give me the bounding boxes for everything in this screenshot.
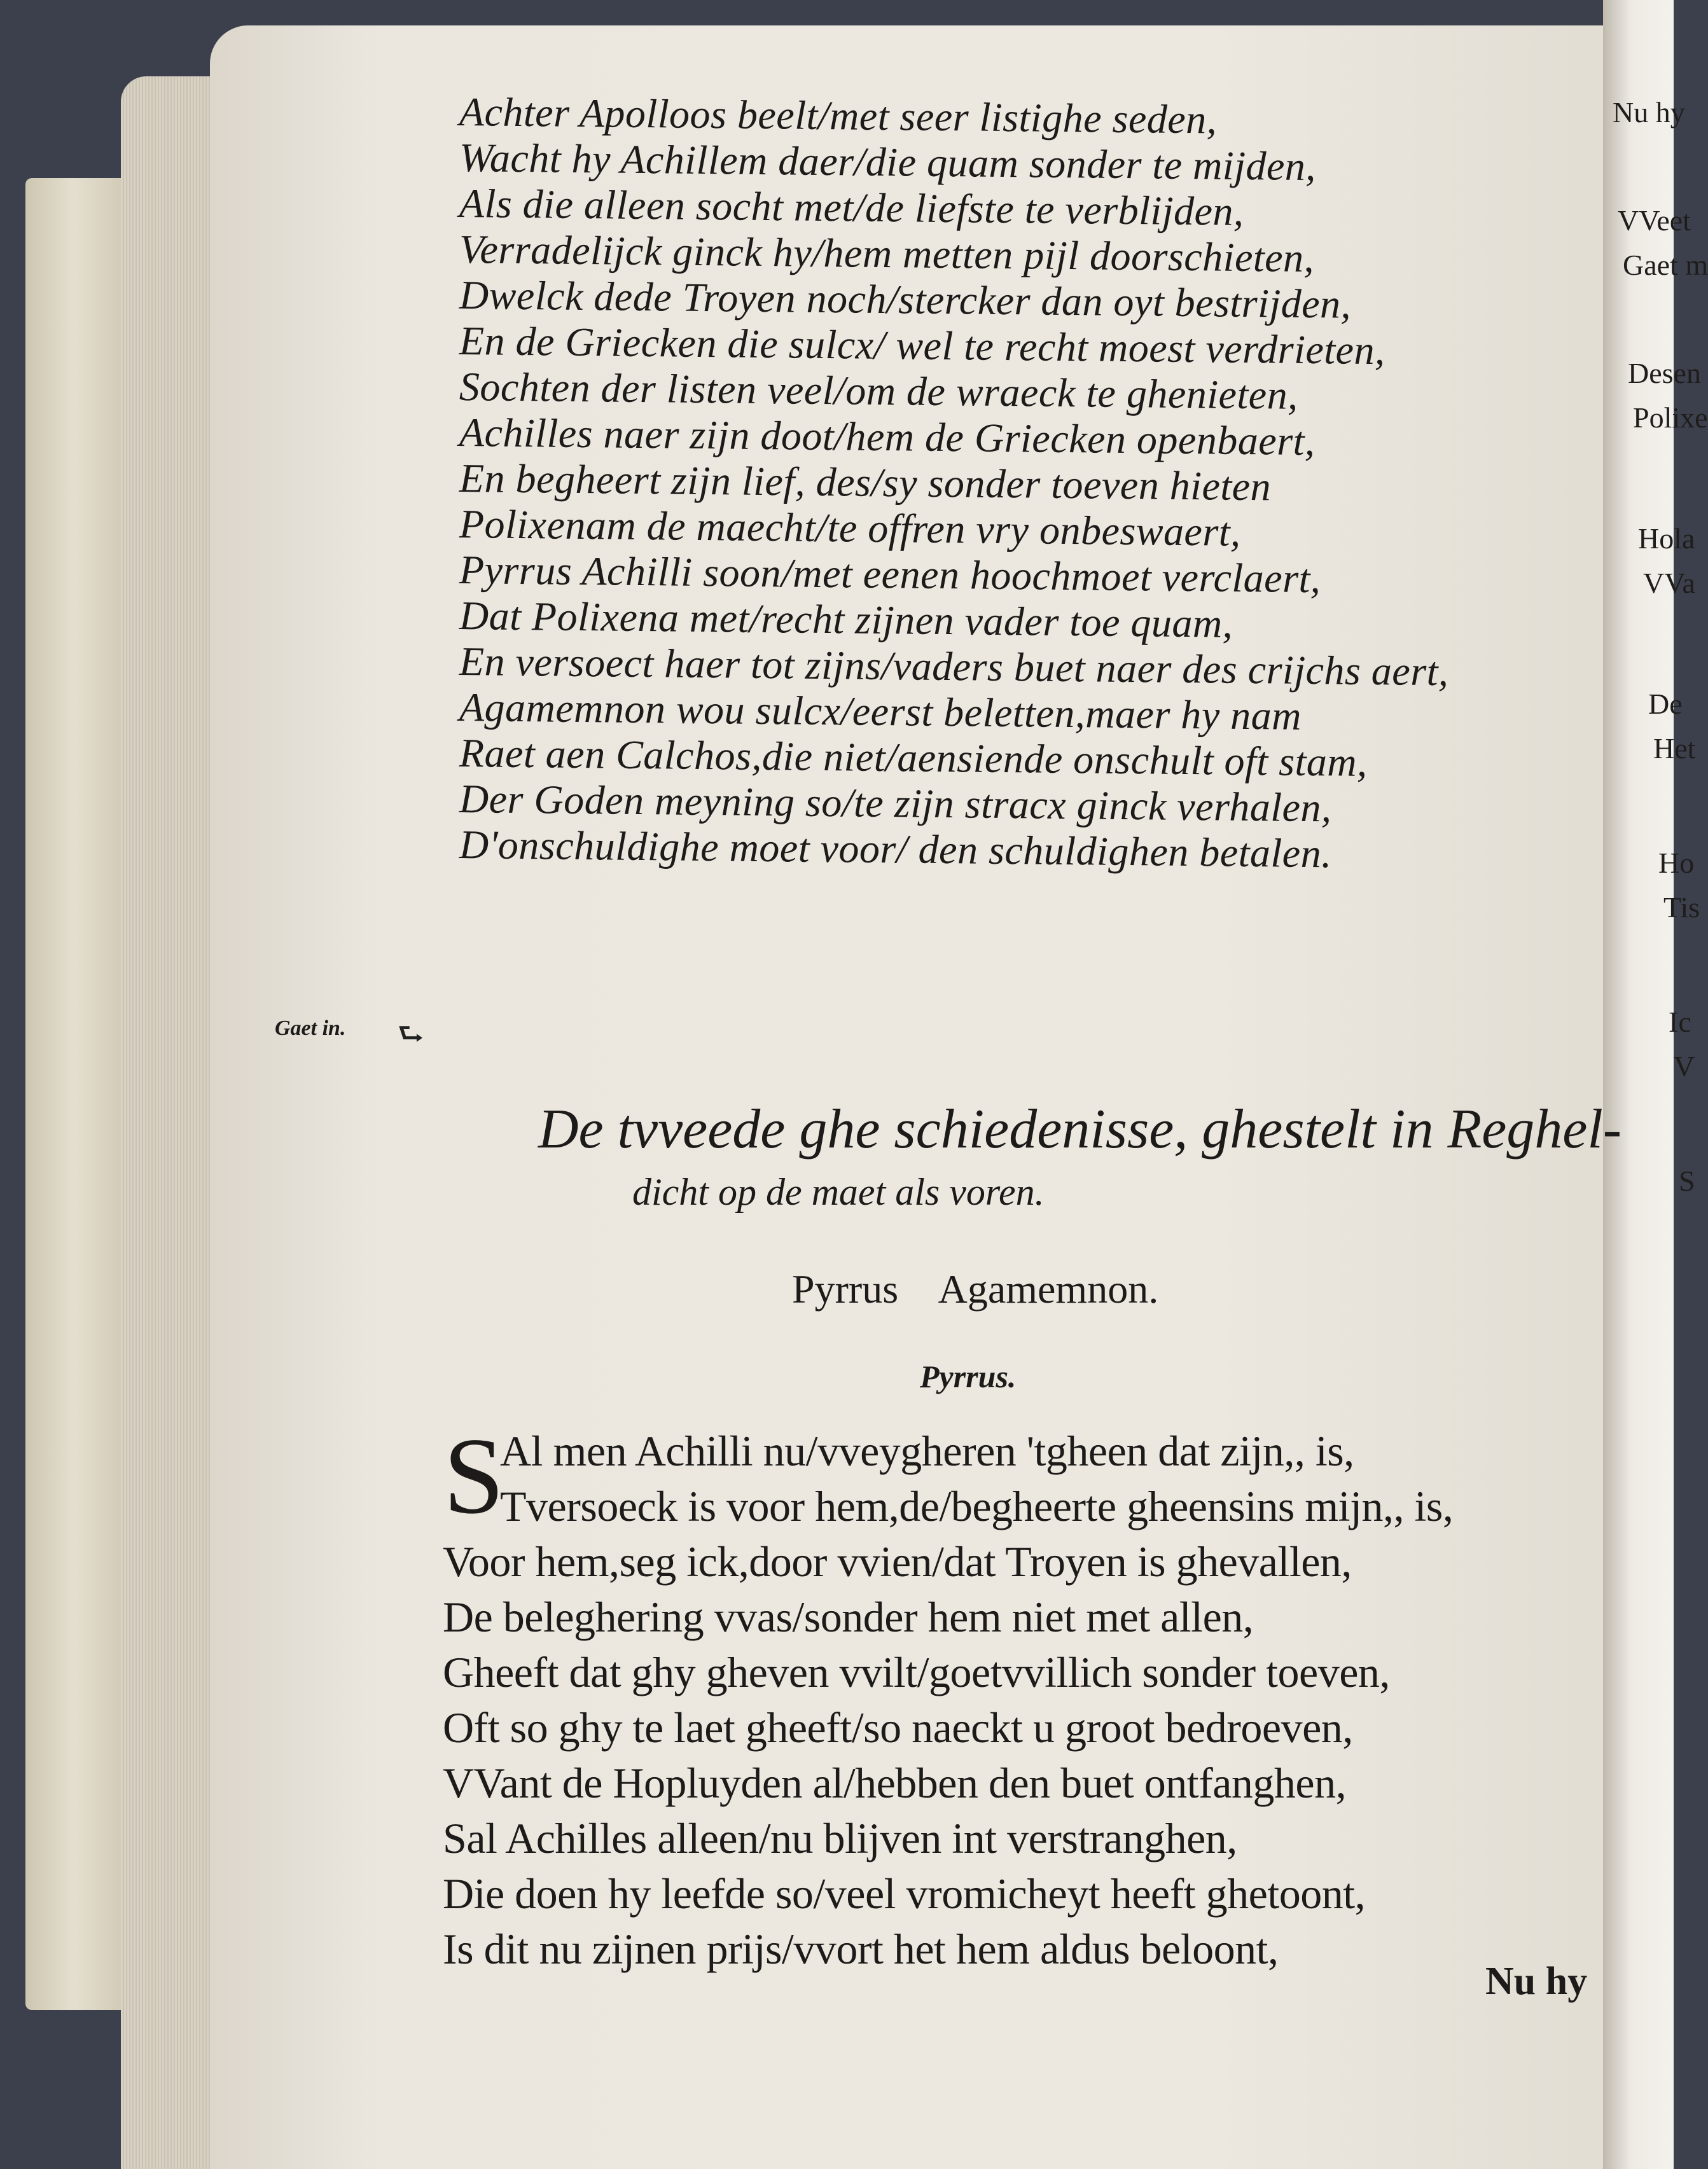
section-heading: De tvveede ghe schiedenisse, ghestelt in Reghel- bbox=[538, 1098, 1622, 1160]
next-page-fragment: Desen bbox=[1628, 357, 1701, 389]
next-page-fragment: Gaet m bbox=[1623, 249, 1708, 281]
margin-note: Gaet in. bbox=[275, 1016, 346, 1040]
roman-verse-block bbox=[443, 1416, 1454, 1977]
verse-line: Is dit nu zijnen prijs/vvort het hem aldus beloont, bbox=[443, 1925, 1279, 1973]
verse-line: Agamemnon wou sulcx/eerst beletten,maer hy nam bbox=[459, 684, 1302, 738]
next-page-fragment: Nu hy bbox=[1613, 96, 1685, 128]
next-page-fragment: Polixe bbox=[1633, 401, 1708, 434]
verse-line: Der Goden meyning so/te zijn stracx ginck verhalen, bbox=[459, 776, 1332, 831]
verse-line: VVant de Hopluyden al/hebben den buet ontfanghen, bbox=[443, 1759, 1347, 1807]
next-page-fragment: Tis bbox=[1663, 891, 1700, 924]
verse-line: Voor hem,seg ick,door vvien/dat Troyen is ghevallen, bbox=[443, 1537, 1352, 1586]
verse-line: Tversoeck is voor hem,de/begheerte gheensins mijn,, is, bbox=[500, 1482, 1454, 1530]
next-page-fragment: S bbox=[1679, 1165, 1695, 1197]
next-page-fragment: Het bbox=[1653, 732, 1696, 765]
verse-line: Oft so ghy te laet gheeft/so naeckt u groot bedroeven, bbox=[443, 1703, 1353, 1752]
verse-line: Dat Polixena met/recht zijnen vader toe quam, bbox=[459, 593, 1233, 646]
verse-line: Achilles naer zijn doot/hem de Griecken openbaert, bbox=[459, 410, 1316, 464]
verse-line: En begheert zijn lief, des/sy sonder toeven hieten bbox=[459, 455, 1272, 509]
next-page-fragment: Hola bbox=[1638, 522, 1695, 555]
next-page-fragment: Ic bbox=[1669, 1006, 1691, 1038]
verse-line: En de Griecken die sulcx/ wel te recht moest verdrieten, bbox=[459, 318, 1385, 373]
verse-line: Pyrrus Achilli soon/met eenen hoochmoet verclaert, bbox=[459, 547, 1321, 602]
next-page-curl bbox=[1603, 0, 1674, 2169]
verse-line: Verradelijck ginck hy/hem metten pijl doorschieten, bbox=[459, 226, 1315, 281]
verse-line: Sochten der listen veel/om de wraeck te ghenieten, bbox=[459, 364, 1299, 418]
next-page-fragment: Ho bbox=[1658, 847, 1695, 879]
next-page-fragment: VVa bbox=[1643, 567, 1695, 599]
italic-verse-block bbox=[459, 89, 1449, 877]
section-heading-continued: dicht op de maet als voren. bbox=[632, 1171, 1045, 1213]
catchword: Nu hy bbox=[1485, 1960, 1588, 2003]
verse-line: Die doen hy leefde so/veel vromicheyt heeft ghetoont, bbox=[443, 1869, 1366, 1918]
verse-line: Polixenam de maecht/te offren vry onbeswaert, bbox=[459, 501, 1241, 555]
next-page-fragment: V bbox=[1674, 1050, 1695, 1083]
speaker-label: Pyrrus. bbox=[920, 1359, 1017, 1394]
verse-line: Wacht hy Achillem daer/die quam sonder te mijden, bbox=[459, 135, 1317, 190]
verse-line: De beleghering vvas/sonder hem niet met allen, bbox=[443, 1593, 1254, 1641]
pointing-mark-icon: ⮑ bbox=[398, 1016, 424, 1051]
next-page-fragment: VVeet bbox=[1618, 204, 1691, 237]
next-page-fragment: De bbox=[1648, 688, 1683, 720]
verse-line: D'onschuldighe moet voor/ den schuldighen betalen. bbox=[459, 822, 1333, 877]
drop-cap: S bbox=[443, 1416, 504, 1537]
verse-line: Al men Achilli nu/vveygheren 'tgheen dat zijn,, is, bbox=[500, 1427, 1354, 1475]
verse-line: Dwelck dede Troyen noch/stercker dan oyt bestrijden, bbox=[459, 272, 1352, 327]
dramatis-personae: Pyrrus Agamemnon. bbox=[792, 1266, 1159, 1312]
verse-line: Sal Achilles alleen/nu blijven int verstranghen, bbox=[443, 1814, 1237, 1862]
verse-line: En versoect haer tot zijns/vaders buet naer des crijchs aert, bbox=[459, 639, 1449, 695]
verse-line: Achter Apolloos beelt/met seer listighe seden, bbox=[459, 89, 1218, 142]
verse-line: Raet aen Calchos,die niet/aensiende onschult oft stam, bbox=[459, 730, 1368, 785]
verse-line: Als die alleen socht met/de liefste te verblijden, bbox=[459, 181, 1244, 234]
verse-line: Gheeft dat ghy gheven vvilt/goetvvillich sonder toeven, bbox=[443, 1648, 1390, 1696]
